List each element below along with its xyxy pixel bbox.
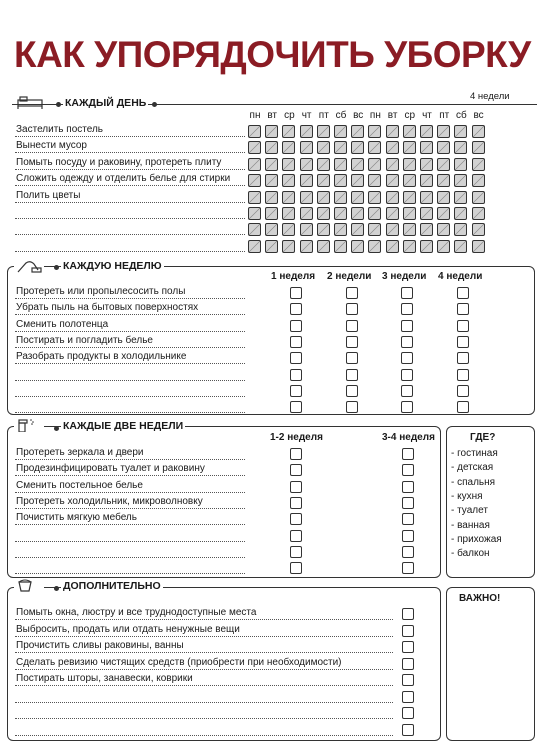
dotted-line bbox=[15, 347, 245, 348]
dotted-line bbox=[15, 251, 245, 252]
extra-checkbox[interactable] bbox=[402, 658, 414, 670]
day-checkbox[interactable] bbox=[282, 191, 295, 204]
day-checkbox[interactable] bbox=[472, 158, 485, 171]
biweek-column-header: 1-2 неделя bbox=[270, 432, 323, 443]
extra-task-label: Помыть окна, люстру и все труднодоступные места bbox=[16, 607, 257, 618]
day-checkbox[interactable] bbox=[248, 174, 261, 187]
day-checkbox[interactable] bbox=[334, 125, 347, 138]
day-checkbox[interactable] bbox=[351, 125, 364, 138]
week-checkbox[interactable] bbox=[401, 401, 413, 413]
dotted-line bbox=[15, 702, 393, 703]
day-checkbox[interactable] bbox=[282, 174, 295, 187]
day-checkbox[interactable] bbox=[386, 125, 399, 138]
dotted-line bbox=[15, 152, 245, 153]
week-checkbox[interactable] bbox=[401, 303, 413, 315]
biweekly-task-label: Сменить постельное белье bbox=[16, 479, 143, 491]
day-checkbox[interactable] bbox=[265, 191, 278, 204]
where-item: - кухня bbox=[451, 490, 483, 502]
day-checkbox[interactable] bbox=[420, 191, 433, 204]
day-checkbox[interactable] bbox=[300, 125, 313, 138]
biweek-checkbox[interactable] bbox=[402, 448, 414, 460]
day-checkbox[interactable] bbox=[248, 240, 261, 253]
day-checkbox[interactable] bbox=[403, 207, 416, 220]
daily-heading: КАЖДЫЙ ДЕНЬ bbox=[65, 97, 147, 109]
day-checkbox[interactable] bbox=[265, 174, 278, 187]
day-checkbox[interactable] bbox=[351, 191, 364, 204]
bucket-icon bbox=[14, 578, 44, 592]
biweek-checkbox[interactable] bbox=[402, 562, 414, 574]
week-column-header: 2 недели bbox=[327, 271, 372, 282]
biweek-column-header: 3-4 неделя bbox=[382, 432, 435, 443]
biweek-checkbox[interactable] bbox=[402, 464, 414, 476]
day-checkbox[interactable] bbox=[437, 191, 450, 204]
week-checkbox[interactable] bbox=[401, 369, 413, 381]
dotted-line bbox=[15, 331, 245, 332]
day-checkbox[interactable] bbox=[351, 240, 364, 253]
dotted-line bbox=[15, 185, 245, 186]
biweek-checkbox[interactable] bbox=[402, 546, 414, 558]
biweek-checkbox[interactable] bbox=[402, 497, 414, 509]
biweek-checkbox[interactable] bbox=[290, 464, 302, 476]
day-checkbox[interactable] bbox=[403, 191, 416, 204]
extra-task-label: Постирать шторы, занавески, коврики bbox=[16, 673, 193, 684]
dotted-line bbox=[15, 636, 393, 637]
week-checkbox[interactable] bbox=[346, 287, 358, 299]
biweekly-task-label: Протереть зеркала и двери bbox=[16, 447, 144, 458]
day-checkbox[interactable] bbox=[472, 141, 485, 154]
day-checkbox[interactable] bbox=[420, 125, 433, 138]
day-checkbox[interactable] bbox=[420, 141, 433, 154]
daily-task-label: Полить цветы bbox=[16, 189, 81, 201]
dotted-line bbox=[15, 669, 393, 670]
week-checkbox[interactable] bbox=[401, 320, 413, 332]
dotted-line bbox=[15, 524, 245, 525]
weekly-heading: КАЖДУЮ НЕДЕЛЮ bbox=[63, 260, 162, 272]
day-checkbox[interactable] bbox=[282, 141, 295, 154]
week-checkbox[interactable] bbox=[457, 303, 469, 315]
day-header: сб bbox=[335, 110, 347, 121]
biweek-checkbox[interactable] bbox=[402, 530, 414, 542]
day-checkbox[interactable] bbox=[454, 174, 467, 187]
day-checkbox[interactable] bbox=[386, 191, 399, 204]
day-checkbox[interactable] bbox=[368, 174, 381, 187]
week-checkbox[interactable] bbox=[290, 287, 302, 299]
dotted-line bbox=[15, 459, 245, 460]
day-header: чт bbox=[422, 110, 432, 121]
week-checkbox[interactable] bbox=[346, 352, 358, 364]
day-checkbox[interactable] bbox=[368, 141, 381, 154]
day-checkbox[interactable] bbox=[334, 191, 347, 204]
week-column-header: 1 неделя bbox=[271, 271, 316, 282]
day-checkbox[interactable] bbox=[472, 125, 485, 138]
daily-task-label: Застелить постель bbox=[16, 124, 104, 135]
biweekly-task-label: Почистить мягкую мебель bbox=[16, 512, 137, 524]
day-checkbox[interactable] bbox=[386, 240, 399, 253]
dotted-line bbox=[15, 652, 393, 653]
where-item: - ванная bbox=[451, 519, 490, 531]
day-checkbox[interactable] bbox=[420, 207, 433, 220]
day-checkbox[interactable] bbox=[248, 158, 261, 171]
weekly-task-label: Протереть или пропылесосить полы bbox=[16, 286, 186, 297]
day-checkbox[interactable] bbox=[386, 223, 399, 236]
week-checkbox[interactable] bbox=[290, 401, 302, 413]
dotted-line bbox=[15, 169, 245, 170]
day-checkbox[interactable] bbox=[437, 125, 450, 138]
dotted-line bbox=[15, 475, 245, 476]
day-header: ср bbox=[284, 110, 295, 121]
day-checkbox[interactable] bbox=[386, 158, 399, 171]
day-checkbox[interactable] bbox=[334, 207, 347, 220]
biweekly-heading: КАЖДЫЕ ДВЕ НЕДЕЛИ bbox=[63, 420, 184, 432]
where-item: - гостиная bbox=[451, 448, 498, 459]
day-checkbox[interactable] bbox=[265, 158, 278, 171]
day-checkbox[interactable] bbox=[265, 223, 278, 236]
weekly-task-label: Сменить полотенца bbox=[16, 318, 109, 330]
week-checkbox[interactable] bbox=[290, 336, 302, 348]
week-checkbox[interactable] bbox=[346, 369, 358, 381]
daily-task-label: Помыть посуду и раковину, протереть плиту bbox=[16, 156, 222, 168]
extra-checkbox[interactable] bbox=[402, 707, 414, 719]
weekly-task-label: Убрать пыль на бытовых поверхностях bbox=[16, 302, 199, 314]
page-title: КАК УПОРЯДОЧИТЬ УБОРКУ bbox=[14, 34, 531, 75]
day-header: пн bbox=[369, 110, 381, 121]
day-checkbox[interactable] bbox=[300, 191, 313, 204]
daily-header-bullet bbox=[56, 102, 61, 107]
vacuum-icon bbox=[14, 259, 44, 273]
biweek-checkbox[interactable] bbox=[290, 530, 302, 542]
day-checkbox[interactable] bbox=[282, 240, 295, 253]
week-checkbox[interactable] bbox=[457, 352, 469, 364]
dotted-line bbox=[15, 557, 245, 558]
day-checkbox[interactable] bbox=[403, 141, 416, 154]
daily-header-bullet-end bbox=[152, 102, 157, 107]
weekly-task-label: Разобрать продукты в холодильнике bbox=[16, 351, 187, 363]
dotted-line bbox=[15, 314, 245, 315]
day-checkbox[interactable] bbox=[437, 207, 450, 220]
biweekly-header-bullet bbox=[54, 426, 59, 431]
dotted-line bbox=[15, 492, 245, 493]
day-checkbox[interactable] bbox=[265, 141, 278, 154]
day-checkbox[interactable] bbox=[282, 125, 295, 138]
dotted-line bbox=[15, 412, 245, 413]
biweek-checkbox[interactable] bbox=[402, 513, 414, 525]
important-heading: ВАЖНО! bbox=[459, 593, 501, 604]
day-checkbox[interactable] bbox=[368, 240, 381, 253]
day-header: вт bbox=[387, 110, 398, 121]
day-checkbox[interactable] bbox=[403, 158, 416, 171]
day-checkbox[interactable] bbox=[317, 174, 330, 187]
extra-task-label: Прочистить сливы раковины, ванны bbox=[16, 640, 184, 651]
day-checkbox[interactable] bbox=[248, 191, 261, 204]
week-checkbox[interactable] bbox=[290, 385, 302, 397]
day-checkbox[interactable] bbox=[368, 191, 381, 204]
dotted-line bbox=[15, 234, 245, 235]
day-checkbox[interactable] bbox=[248, 125, 261, 138]
day-checkbox[interactable] bbox=[265, 125, 278, 138]
week-column-header: 3 недели bbox=[382, 271, 427, 282]
biweek-checkbox[interactable] bbox=[290, 546, 302, 558]
where-item: - спальня bbox=[451, 476, 496, 488]
week-checkbox[interactable] bbox=[290, 352, 302, 364]
dotted-line bbox=[15, 202, 245, 203]
day-checkbox[interactable] bbox=[403, 125, 416, 138]
biweekly-task-label: Продезинфицировать туалет и раковину bbox=[16, 463, 205, 475]
dotted-line bbox=[15, 718, 393, 719]
day-checkbox[interactable] bbox=[351, 158, 364, 171]
week-checkbox[interactable] bbox=[457, 287, 469, 299]
week-checkbox[interactable] bbox=[346, 320, 358, 332]
day-checkbox[interactable] bbox=[317, 125, 330, 138]
day-checkbox[interactable] bbox=[300, 141, 313, 154]
day-header: пт bbox=[318, 110, 329, 121]
dotted-line bbox=[15, 685, 393, 686]
day-checkbox[interactable] bbox=[334, 158, 347, 171]
day-checkbox[interactable] bbox=[454, 240, 467, 253]
day-checkbox[interactable] bbox=[282, 158, 295, 171]
day-header: сб bbox=[456, 110, 467, 121]
week-checkbox[interactable] bbox=[346, 303, 358, 315]
biweekly-task-label: Протереть холодильник, микроволновку bbox=[16, 495, 203, 507]
day-checkbox[interactable] bbox=[248, 207, 261, 220]
day-checkbox[interactable] bbox=[248, 141, 261, 154]
weeks-label: 4 недели bbox=[470, 91, 510, 102]
day-checkbox[interactable] bbox=[437, 174, 450, 187]
day-checkbox[interactable] bbox=[386, 174, 399, 187]
day-checkbox[interactable] bbox=[317, 207, 330, 220]
day-checkbox[interactable] bbox=[248, 223, 261, 236]
day-checkbox[interactable] bbox=[437, 240, 450, 253]
day-checkbox[interactable] bbox=[317, 141, 330, 154]
dotted-line bbox=[15, 619, 393, 620]
day-checkbox[interactable] bbox=[386, 141, 399, 154]
week-checkbox[interactable] bbox=[401, 287, 413, 299]
week-checkbox[interactable] bbox=[457, 385, 469, 397]
day-checkbox[interactable] bbox=[334, 240, 347, 253]
day-checkbox[interactable] bbox=[300, 158, 313, 171]
day-checkbox[interactable] bbox=[317, 223, 330, 236]
where-item: - балкон bbox=[451, 548, 490, 560]
dotted-line bbox=[15, 136, 245, 137]
day-checkbox[interactable] bbox=[420, 240, 433, 253]
daily-task-label: Вынести мусор bbox=[16, 140, 87, 152]
weekly-task-label: Постирать и погладить белье bbox=[16, 334, 153, 346]
day-checkbox[interactable] bbox=[454, 141, 467, 154]
day-header: вс bbox=[353, 110, 364, 121]
day-checkbox[interactable] bbox=[368, 223, 381, 236]
day-checkbox[interactable] bbox=[403, 223, 416, 236]
day-checkbox[interactable] bbox=[282, 223, 295, 236]
important-frame bbox=[446, 587, 535, 741]
day-checkbox[interactable] bbox=[368, 125, 381, 138]
day-checkbox[interactable] bbox=[437, 223, 450, 236]
week-checkbox[interactable] bbox=[457, 369, 469, 381]
day-checkbox[interactable] bbox=[472, 207, 485, 220]
day-checkbox[interactable] bbox=[300, 223, 313, 236]
week-checkbox[interactable] bbox=[401, 352, 413, 364]
bed-icon bbox=[16, 95, 46, 109]
day-header: пт bbox=[439, 110, 450, 121]
day-header: вт bbox=[267, 110, 278, 121]
dotted-line bbox=[15, 380, 245, 381]
day-header: чт bbox=[301, 110, 312, 121]
dotted-line bbox=[15, 541, 245, 542]
extra-checkbox[interactable] bbox=[402, 691, 414, 703]
biweek-checkbox[interactable] bbox=[290, 562, 302, 574]
extra-checkbox[interactable] bbox=[402, 641, 414, 653]
week-checkbox[interactable] bbox=[346, 336, 358, 348]
week-checkbox[interactable] bbox=[457, 336, 469, 348]
day-checkbox[interactable] bbox=[351, 174, 364, 187]
extra-checkbox[interactable] bbox=[402, 724, 414, 736]
week-checkbox[interactable] bbox=[290, 320, 302, 332]
dotted-line bbox=[15, 363, 245, 364]
day-checkbox[interactable] bbox=[472, 191, 485, 204]
day-checkbox[interactable] bbox=[351, 207, 364, 220]
dotted-line bbox=[15, 573, 245, 574]
day-checkbox[interactable] bbox=[454, 223, 467, 236]
dotted-line bbox=[15, 298, 245, 299]
week-checkbox[interactable] bbox=[457, 320, 469, 332]
dotted-line bbox=[15, 508, 245, 509]
day-checkbox[interactable] bbox=[334, 174, 347, 187]
day-checkbox[interactable] bbox=[282, 207, 295, 220]
where-item: - туалет bbox=[451, 505, 488, 517]
extra-checkbox[interactable] bbox=[402, 608, 414, 620]
dotted-line bbox=[15, 735, 393, 736]
extra-checkbox[interactable] bbox=[402, 674, 414, 686]
day-checkbox[interactable] bbox=[334, 141, 347, 154]
day-checkbox[interactable] bbox=[368, 158, 381, 171]
week-checkbox[interactable] bbox=[290, 369, 302, 381]
day-checkbox[interactable] bbox=[265, 240, 278, 253]
day-checkbox[interactable] bbox=[351, 223, 364, 236]
week-checkbox[interactable] bbox=[346, 401, 358, 413]
where-item: - прихожая bbox=[451, 533, 502, 545]
day-checkbox[interactable] bbox=[300, 240, 313, 253]
day-header: вс bbox=[473, 110, 484, 121]
week-checkbox[interactable] bbox=[401, 385, 413, 397]
biweek-checkbox[interactable] bbox=[290, 481, 302, 493]
day-checkbox[interactable] bbox=[300, 207, 313, 220]
where-item: - детская bbox=[451, 462, 494, 474]
day-checkbox[interactable] bbox=[472, 240, 485, 253]
day-header: пн bbox=[249, 110, 261, 121]
day-checkbox[interactable] bbox=[317, 191, 330, 204]
extra-header-bullet bbox=[54, 586, 59, 591]
extra-task-label: Сделать ревизию чистящих средств (приобрести при необходимости) bbox=[16, 656, 342, 668]
day-checkbox[interactable] bbox=[454, 207, 467, 220]
day-checkbox[interactable] bbox=[403, 240, 416, 253]
biweek-checkbox[interactable] bbox=[290, 497, 302, 509]
day-checkbox[interactable] bbox=[317, 158, 330, 171]
biweek-checkbox[interactable] bbox=[402, 481, 414, 493]
day-checkbox[interactable] bbox=[368, 207, 381, 220]
weekly-header-bullet bbox=[54, 265, 59, 270]
day-checkbox[interactable] bbox=[334, 223, 347, 236]
week-checkbox[interactable] bbox=[346, 385, 358, 397]
daily-task-label: Сложить одежду и отделить белье для стирки bbox=[16, 173, 231, 185]
day-header: ср bbox=[404, 110, 416, 121]
day-checkbox[interactable] bbox=[454, 191, 467, 204]
day-checkbox[interactable] bbox=[454, 125, 467, 138]
where-heading: ГДЕ? bbox=[470, 432, 496, 443]
spray-icon bbox=[14, 418, 44, 432]
week-checkbox[interactable] bbox=[401, 336, 413, 348]
day-checkbox[interactable] bbox=[317, 240, 330, 253]
day-checkbox[interactable] bbox=[403, 174, 416, 187]
day-checkbox[interactable] bbox=[300, 174, 313, 187]
week-column-header: 4 недели bbox=[438, 271, 483, 282]
day-checkbox[interactable] bbox=[437, 141, 450, 154]
extra-heading: ДОПОЛНИТЕЛЬНО bbox=[63, 580, 161, 592]
dotted-line bbox=[15, 396, 245, 397]
day-checkbox[interactable] bbox=[472, 174, 485, 187]
week-checkbox[interactable] bbox=[290, 303, 302, 315]
day-checkbox[interactable] bbox=[420, 223, 433, 236]
week-checkbox[interactable] bbox=[457, 401, 469, 413]
dotted-line bbox=[15, 218, 245, 219]
biweek-checkbox[interactable] bbox=[290, 513, 302, 525]
day-checkbox[interactable] bbox=[454, 158, 467, 171]
extra-checkbox[interactable] bbox=[402, 625, 414, 637]
day-checkbox[interactable] bbox=[351, 141, 364, 154]
day-checkbox[interactable] bbox=[472, 223, 485, 236]
day-checkbox[interactable] bbox=[437, 158, 450, 171]
day-checkbox[interactable] bbox=[420, 158, 433, 171]
extra-task-label: Выбросить, продать или отдать ненужные вещи bbox=[16, 623, 240, 635]
biweek-checkbox[interactable] bbox=[290, 448, 302, 460]
day-checkbox[interactable] bbox=[265, 207, 278, 220]
day-checkbox[interactable] bbox=[420, 174, 433, 187]
day-checkbox[interactable] bbox=[386, 207, 399, 220]
